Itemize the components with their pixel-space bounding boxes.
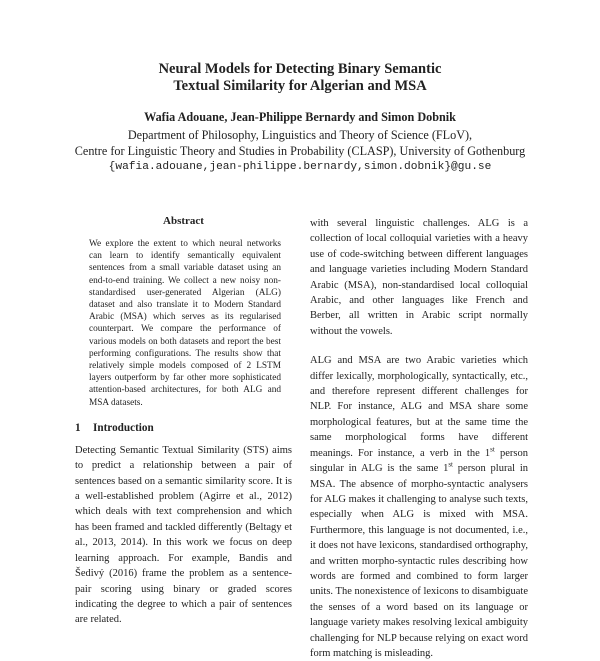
right-column [310, 216, 528, 661]
right-paragraph-1: with several linguistic challenges. ALG is a collection of local colloquial varieties with a heavy use of code-switching between different languages and language varieties including Modern Standard Arabic (MSA), non-standardised local colloquial Arabic, and other languages like French and Berber, all written in Arabic script normally without the vowels. [310, 218, 528, 337]
section-heading-introduction [75, 421, 292, 435]
section-title: Introduction [93, 421, 154, 434]
superscript-st: st [490, 445, 495, 454]
author-email: {wafia.adouane,jean-philippe.bernardy,simon.dobnik}@gu.se [108, 161, 492, 173]
author-list: Wafia Adouane, Jean-Philippe Bernardy and Simon Dobnik [144, 110, 456, 124]
paper-title [0, 61, 600, 95]
para2-part-a: ALG and MSA are two Arabic varieties which differ lexically, morphologically, syntactically, etc., and therefore represent different challenges for NLP. For instance, ALG and MSA share some morphological features, but at the same time the same morphological forms have different meanings. For instance, a verb in the 1 [310, 355, 528, 459]
affiliation-line-1: Department of Philosophy, Linguistics and Theory of Science (FLoV), [127, 128, 473, 142]
section-number: 1 [75, 421, 81, 434]
superscript-st: st [448, 460, 453, 469]
affiliation-line-2: Centre for Linguistic Theory and Studies in Probability (CLASP), University of Gothenburg [74, 144, 526, 158]
title-line-2: Textual Similarity for Algerian and MSA [173, 78, 427, 94]
left-column [75, 214, 292, 628]
right-paragraph-2 [310, 353, 528, 661]
title-line-1: Neural Models for Detecting Binary Semantic [158, 61, 442, 77]
para2-part-c: person plural in MSA. The absence of morpho-syntactic analysers for ALG makes it challenging to analyse such texts, especially when ALG is mixed with MSA. Furthermore, this language is not documented, i.e., it does not have lexicons, standardised orthography, and written morpho-syntactic rules describing how words are formed and combined to form larger units. The nonexistence of lexicons to disambiguate the senses of a word based on its language or language variety makes resolving lexical ambiguity challenging for NLP because relying on exact word form matching is misleading. [310, 463, 528, 659]
abstract-heading: Abstract [163, 215, 204, 227]
abstract-text: We explore the extent to which neural networks can learn to identify semantically equivalent sentences from a small variable dataset using an end-to-end training. We collect a new noisy non-standardised user-generated Algerian (ALG) dataset and also translate it to Modern Standard Arabic (MSA) which serves as its regularised counterpart. We compare the performance of various models on both datasets and report the best performing configurations. The results show that relatively simple models composed of 2 LSTM layers outperform by far other more sophisticated attention-based architectures, for both ALG and MSA datasets. [89, 239, 281, 408]
introduction-paragraph: Detecting Semantic Textual Similarity (STS) aims to predict a relationship between a pair of sentences based on a semantic similarity score. It is a well-established problem (Agirre et al., 2012) which deals with text comprehension and which has been framed and tackled differently (Beltagy et al., 2013, 2014). In this work we focus on deep learning approach. For example, Bandis and Šedivý (2016) frame the problem as a sentence-pair scoring using binary or graded scores indicating the degree to which a pair of sentences are related. [75, 444, 292, 626]
affiliation-block [0, 127, 600, 175]
para2-part-b: person singular in ALG is the same 1 [310, 447, 528, 475]
